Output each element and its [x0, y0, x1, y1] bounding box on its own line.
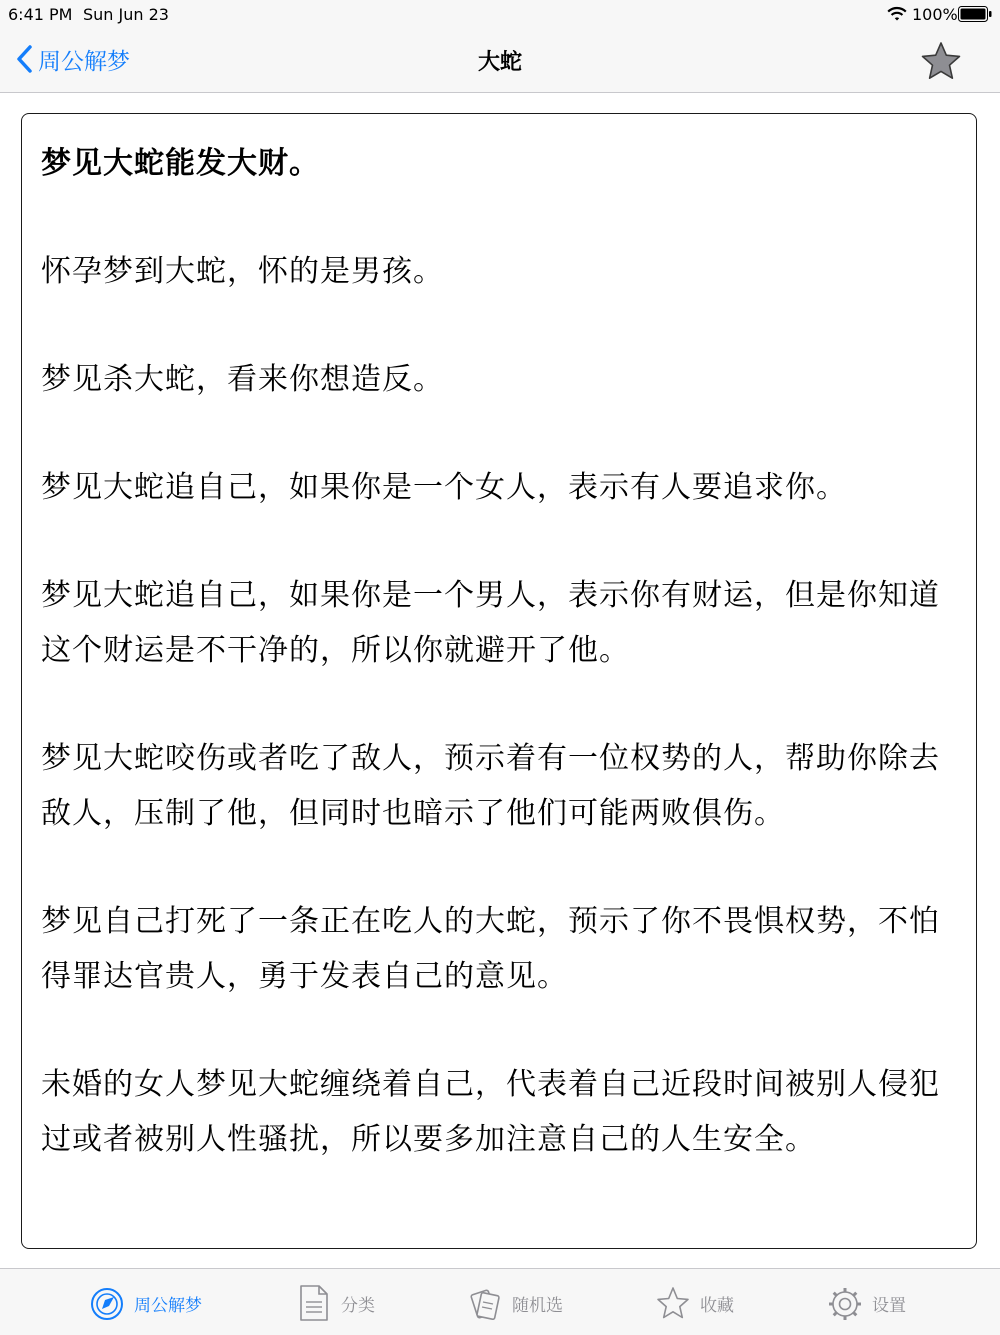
tab-categories[interactable]	[297, 1283, 375, 1323]
battery-icon	[958, 6, 992, 22]
tab-label: 分类	[341, 1295, 375, 1316]
dream-paragraph: 未婚的女人梦见大蛇缠绕着自己，代表着自己近段时间被别人侵犯过或者被别人性骚扰，所以要多加注意自己的人生安全。	[41, 1067, 940, 1157]
tab-random[interactable]	[468, 1283, 563, 1323]
tab-favorites[interactable]	[656, 1283, 734, 1323]
dream-paragraph: 梦见大蛇追自己，如果你是一个男人，表示你有财运，但是你知道这个财运是不干净的，所以你就避开了他。	[41, 578, 940, 668]
tab-bar	[0, 1268, 1000, 1335]
shuffle-icon	[468, 1284, 502, 1322]
navigation-bar	[0, 28, 1000, 93]
back-button-label: 周公解梦	[38, 48, 130, 75]
tab-label: 周公解梦	[134, 1295, 202, 1316]
dream-paragraph: 梦见杀大蛇，看来你想造反。	[41, 362, 444, 397]
dream-paragraph: 梦见自己打死了一条正在吃人的大蛇，预示了你不畏惧权势，不怕得罪达官贵人，勇于发表自己的意见。	[41, 904, 940, 994]
tab-label: 收藏	[700, 1295, 734, 1316]
dream-paragraph: 怀孕梦到大蛇，怀的是男孩。	[41, 254, 444, 289]
dream-text	[41, 136, 951, 1220]
status-date: Sun Jun 23	[83, 5, 169, 24]
dream-paragraph-heading: 梦见大蛇能发大财。	[41, 146, 320, 181]
dream-paragraph: 梦见大蛇咬伤或者吃了敌人，预示着有一位权势的人，帮助你除去敌人，压制了他，但同时也暗示了他们可能两败俱伤。	[41, 741, 940, 831]
battery-percentage: 100%	[912, 5, 958, 24]
page-title: 大蛇	[477, 50, 522, 75]
star-icon	[656, 1284, 690, 1322]
tab-label: 随机选	[512, 1295, 563, 1316]
dream-paragraph: 梦见大蛇追自己，如果你是一个女人，表示有人要追求你。	[41, 470, 847, 505]
tab-settings[interactable]	[828, 1283, 906, 1323]
dream-content-card[interactable]	[21, 113, 977, 1249]
status-time: 6:41 PM	[8, 5, 73, 24]
wifi-icon	[886, 5, 908, 23]
compass-icon	[90, 1284, 124, 1322]
status-bar	[0, 0, 1000, 28]
gear-icon	[828, 1284, 862, 1322]
document-icon	[297, 1284, 331, 1322]
tab-label: 设置	[872, 1295, 906, 1316]
favorite-star-icon[interactable]	[920, 40, 962, 82]
tab-dream-interpretation[interactable]	[90, 1283, 202, 1323]
